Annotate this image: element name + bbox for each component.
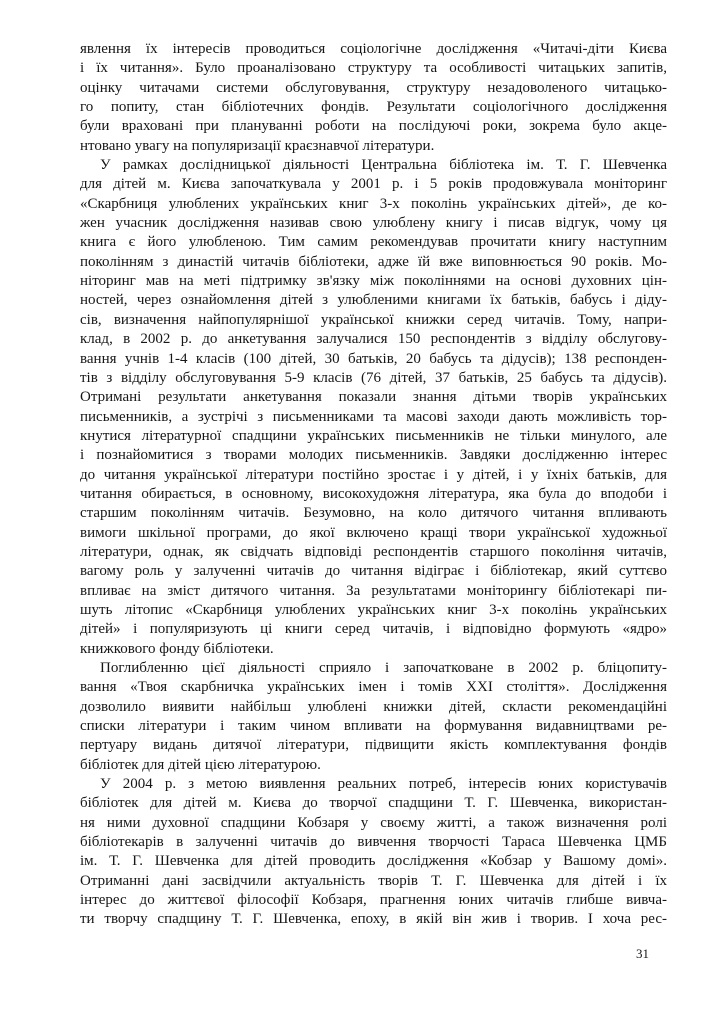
text-line: бібліотек для дітей цією літературою. bbox=[80, 756, 321, 773]
text-line: У 2004 р. з метою виявлення реальних потреб, інтересів юних користувачів bbox=[100, 776, 667, 793]
paragraph-2 bbox=[80, 156, 667, 659]
text-line: і їх читання». Було проаналізовано структуру та особливості читацьких запитів, bbox=[80, 60, 667, 77]
text-line: дітей» і популяризують ці книги серед читачів, і відповідно формують «ядро» bbox=[80, 621, 667, 638]
text-line: ня ними духовної спадщини Кобзаря у своєму житті, а також визначення ролі bbox=[80, 814, 667, 831]
text-line: літератури, однак, як свідчать відповіді респондентів старшого покоління читачів, bbox=[80, 543, 667, 560]
text-line: читання обирається, в основному, високохудожня література, яка була до вподоби і bbox=[80, 485, 667, 502]
text-line: вання учнів 1-4 класів (100 дітей, 30 батьків, 20 бабусь та дідусів); 138 респонден- bbox=[80, 350, 667, 367]
text-line: поколінням з династій читачів бібліотеки, адже їй вже виповнюється 90 років. Мо- bbox=[80, 253, 667, 270]
text-line: Отримані результати анкетування показали знання дітьми творів українських bbox=[80, 389, 667, 406]
text-line: жен учасник дослідження називав свою улюблену книгу і писав відгук, чому ця bbox=[80, 215, 667, 232]
text-line: нтовано увагу на популяризації краєзнавчої літератури. bbox=[80, 137, 435, 154]
text-line: списки літератури і таким чином впливати на формування видавництвами ре- bbox=[80, 718, 667, 735]
text-line: тів з відділу обслуговування 5-9 класів (76 дітей, 37 батьків, 25 бабусь та дідусів). bbox=[80, 369, 667, 386]
text-line: го попиту, стан бібліотечних фондів. Результати соціологічного дослідження bbox=[80, 99, 667, 116]
paragraph-4 bbox=[80, 775, 667, 930]
text-line: «Скарбниця улюблених українських книг 3-х поколінь українських дітей», де ко- bbox=[80, 195, 667, 212]
text-line: явлення їх інтересів проводиться соціологічне дослідження «Читачі-діти Києва bbox=[80, 41, 667, 57]
text-line: кнутися літературної спадщини українських письменників не тільки минулого, але bbox=[80, 427, 667, 444]
text-line: ім. Т. Г. Шевченка для дітей проводить дослідження «Кобзар у Вашому домі». bbox=[80, 853, 667, 870]
page-number: 31 bbox=[636, 946, 649, 961]
text-line: до читання української літератури постійно зростає і у дітей, і у їхніх батьків, для bbox=[80, 466, 667, 483]
text-line: вагому роль у залученні читачів до читання відіграє і бібліотекар, який суттєво bbox=[80, 563, 667, 580]
text-line: Поглибленню цієї діяльності сприяло і започатковане в 2002 р. бліцопиту- bbox=[100, 660, 667, 676]
text-line: вимоги шкільної програми, до якої включено кращі твори української художньої bbox=[80, 524, 667, 541]
text-line: сів, визначення найпопулярнішої української книжки серед читачів. Тому, напри- bbox=[80, 311, 667, 328]
text-line: були враховані при плануванні роботи на послідуючі роки, зокрема було акце- bbox=[80, 118, 667, 135]
text-line: оцінку читачами системи обслуговування, структуру незадоволеного читацько- bbox=[80, 79, 667, 96]
text-line: пертуару видань дитячої літератури, підвищити якість комплектування фондів bbox=[80, 737, 667, 754]
text-line: бібліотек для дітей м. Києва до творчої спадщини Т. Г. Шевченка, використан- bbox=[80, 795, 667, 812]
text-line: письменників, а зустрічі з письменниками та масові заходи дають можливість тор- bbox=[80, 408, 667, 425]
text-line: вання «Твоя скарбничка українських імен і томів XXI століття». Дослідження bbox=[80, 679, 667, 696]
text-line: книга є його улюбленою. Тим самим рекомендував прочитати книгу наступним bbox=[80, 234, 667, 251]
text-line: ніторинг мав на меті підтримку зв'язку між поколіннями на основі духовних цін- bbox=[80, 273, 667, 290]
text-line: для дітей м. Києва започаткувала у 2001 р. і 5 років продовжувала моніторинг bbox=[80, 176, 667, 193]
text-line: впливає на зміст дитячого читання. За результатами моніторингу бібліотекарі пи- bbox=[80, 582, 667, 599]
text-line: дозволило виявити найбільш улюблені книжки дітей, скласти рекомендаційні bbox=[80, 698, 667, 715]
text-line: ностей, через ознайомлення дітей з улюбленими книгами їх батьків, бабусь і діду- bbox=[80, 292, 667, 309]
paragraph-1 bbox=[80, 40, 667, 156]
text-line: шуть літопис «Скарбниця улюблених українських книг 3-х поколінь українських bbox=[80, 601, 667, 618]
text-line: Отриманні дані засвідчили актуальність творів Т. Г. Шевченка для дітей і їх bbox=[80, 872, 667, 889]
text-line: У рамках дослідницької діяльності Центральна бібліотека ім. Т. Г. Шевченка bbox=[100, 157, 667, 174]
text-line: клад, в 2002 р. до анкетування залучалися 150 респондентів з відділу обслугову- bbox=[80, 331, 667, 348]
text-line: бібліотекарів в залученні читачів до вивчення творчості Тараса Шевченка ЦМБ bbox=[80, 834, 667, 851]
paragraph-3 bbox=[80, 659, 667, 775]
text-line: і познайомитися з творами молодих письменників. Завдяки дослідженню інтерес bbox=[80, 447, 667, 464]
text-line: книжкового фонду бібліотеки. bbox=[80, 640, 274, 657]
text-line: інтерес до життєвої філософії Кобзаря, прагнення юних читачів глибше вивча- bbox=[80, 892, 667, 909]
text-line: старшим поколінням читачів. Безумовно, на коло дитячого читання впливають bbox=[80, 505, 667, 522]
text-line: ти творчу спадщину Т. Г. Шевченка, епоху, в якій він жив і творив. І хоча рес- bbox=[80, 911, 667, 928]
page-body bbox=[80, 40, 667, 930]
